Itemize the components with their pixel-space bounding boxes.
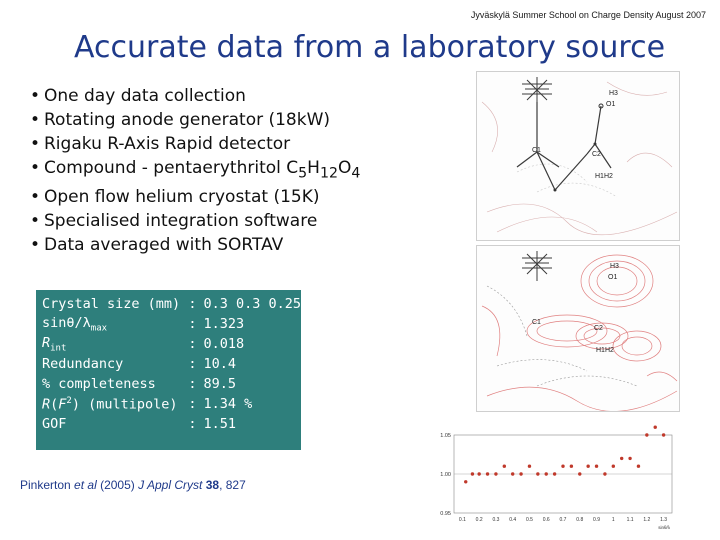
data-point xyxy=(545,472,548,475)
stats-row xyxy=(42,334,301,354)
x-tick-label: 0.4 xyxy=(509,517,517,523)
data-point xyxy=(471,472,474,475)
stats-colon: : xyxy=(188,336,197,352)
stats-label: Crystal size (mm) xyxy=(42,296,181,312)
data-point xyxy=(612,465,615,468)
stats-label: $R_{int}$ xyxy=(42,334,67,354)
data-point xyxy=(578,472,581,475)
bullet-text: Open flow helium cryostat (15K) xyxy=(44,187,320,208)
bullet-text: One day data collection xyxy=(44,86,246,106)
structure-diagram-bottom xyxy=(477,246,679,411)
x-tick-label: 0.8 xyxy=(576,517,584,523)
bullet-text: Rigaku R-Axis Rapid detector xyxy=(44,134,291,154)
atom-label: O1 xyxy=(606,101,616,108)
x-tick-label: 0.2 xyxy=(475,517,483,523)
atom-label: C2 xyxy=(594,325,603,332)
atom-label: H3 xyxy=(609,90,618,97)
citation: Pinkerton et al (2005) J Appl Cryst 38, 827 xyxy=(20,478,246,492)
stats-colon: : xyxy=(188,296,197,312)
atom-label: H1H2 xyxy=(595,173,613,180)
y-tick-label: 0.95 xyxy=(440,511,451,517)
x-axis-label: sinθ/λ xyxy=(658,525,670,530)
data-point xyxy=(503,465,506,468)
data-point xyxy=(511,472,514,475)
bullet-text: Data averaged with SORTAV xyxy=(44,235,284,256)
data-point xyxy=(570,465,573,468)
bullet-icon: • xyxy=(30,235,41,256)
data-point xyxy=(553,472,556,475)
slide-title: Accurate data from a laboratory source xyxy=(74,30,666,65)
stats-row xyxy=(42,294,301,314)
stats-value: 1.34 % xyxy=(203,396,253,412)
data-point xyxy=(486,472,489,475)
stats-value: 0.018 xyxy=(203,336,245,352)
stats-value: 89.5 xyxy=(203,376,236,392)
x-tick-label: 1.3 xyxy=(660,517,668,523)
bullet-text: Rotating anode generator (18kW) xyxy=(44,110,331,130)
bullet-item xyxy=(30,108,360,132)
bullet-item xyxy=(30,185,360,209)
data-point xyxy=(645,433,648,436)
data-point xyxy=(628,457,631,460)
bullet-icon: • xyxy=(30,86,41,106)
stats-label: % completeness xyxy=(42,376,156,392)
bullet-item xyxy=(30,209,360,233)
data-point xyxy=(464,480,467,483)
atom-label: O1 xyxy=(608,274,618,281)
bullet-icon: • xyxy=(30,158,41,178)
bullet-icon: • xyxy=(30,211,41,232)
stats-row xyxy=(42,354,301,374)
x-tick-label: 1 xyxy=(611,517,615,523)
stats-table xyxy=(42,294,301,434)
data-point xyxy=(662,433,665,436)
bullet-list xyxy=(30,84,360,257)
structure-map-bottom xyxy=(476,245,680,412)
bullet-icon: • xyxy=(30,134,41,154)
data-point xyxy=(603,472,606,475)
stats-colon: : xyxy=(188,316,197,332)
stats-row xyxy=(42,394,301,414)
structure-diagram-top xyxy=(477,72,679,240)
bullet-icon: • xyxy=(30,110,41,130)
x-tick-label: 0.3 xyxy=(492,517,500,523)
x-tick-label: 1.1 xyxy=(626,517,634,523)
stats-value: 10.4 xyxy=(203,356,236,372)
bullet-item xyxy=(30,132,360,156)
stats-value: 1.51 xyxy=(203,416,236,432)
data-point xyxy=(637,465,640,468)
atom-label: C2 xyxy=(592,151,601,158)
data-point xyxy=(620,457,623,460)
structure-map-top xyxy=(476,71,680,241)
data-point xyxy=(561,465,564,468)
scatter-plot xyxy=(426,423,678,531)
stats-colon: : xyxy=(188,396,197,412)
stats-colon: : xyxy=(188,356,197,372)
slide-header: Jyväskylä Summer School on Charge Density August 2007 xyxy=(470,10,706,20)
bullet-item xyxy=(30,84,360,108)
stats-label: sinθ/$\lambda_{max}$ xyxy=(42,314,108,334)
atom-label: C1 xyxy=(532,147,541,154)
data-point xyxy=(536,472,539,475)
scatter-plot-svg xyxy=(426,423,678,531)
stats-row xyxy=(42,314,301,334)
stats-colon: : xyxy=(188,376,197,392)
stats-box xyxy=(36,290,301,450)
compound-text: Compound - pentaerythritol $C_5H_{12}O_4$ xyxy=(44,158,361,182)
bullet-icon: • xyxy=(30,187,41,208)
x-tick-label: 0.6 xyxy=(542,517,550,523)
y-tick-label: 1.05 xyxy=(440,433,451,439)
x-tick-label: 0.9 xyxy=(593,517,601,523)
x-tick-label: 0.7 xyxy=(559,517,567,523)
stats-label: Redundancy xyxy=(42,356,124,372)
bullet-item xyxy=(30,233,360,257)
atom-label: C1 xyxy=(532,319,541,326)
atom-label: H1H2 xyxy=(596,347,614,354)
data-point xyxy=(654,426,657,429)
bullet-item xyxy=(30,156,360,185)
stats-value: 1.323 xyxy=(203,316,245,332)
data-point xyxy=(477,472,480,475)
data-point xyxy=(528,465,531,468)
y-tick-label: 1.00 xyxy=(440,472,451,478)
stats-value: 0.3 0.3 0.25 xyxy=(203,296,301,312)
stats-label: GOF xyxy=(42,416,67,432)
x-tick-label: 0.5 xyxy=(525,517,533,523)
stats-row xyxy=(42,414,301,434)
atom-label: H3 xyxy=(610,263,619,270)
x-tick-label: 1.2 xyxy=(643,517,651,523)
data-point xyxy=(586,465,589,468)
stats-label: $R(F^2)$ (multipole) xyxy=(42,395,178,413)
stats-colon: : xyxy=(188,416,197,432)
data-point xyxy=(494,472,497,475)
data-point xyxy=(519,472,522,475)
stats-row xyxy=(42,374,301,394)
bullet-text: Specialised integration software xyxy=(44,211,318,232)
x-tick-label: 0.1 xyxy=(458,517,466,523)
data-point xyxy=(595,465,598,468)
